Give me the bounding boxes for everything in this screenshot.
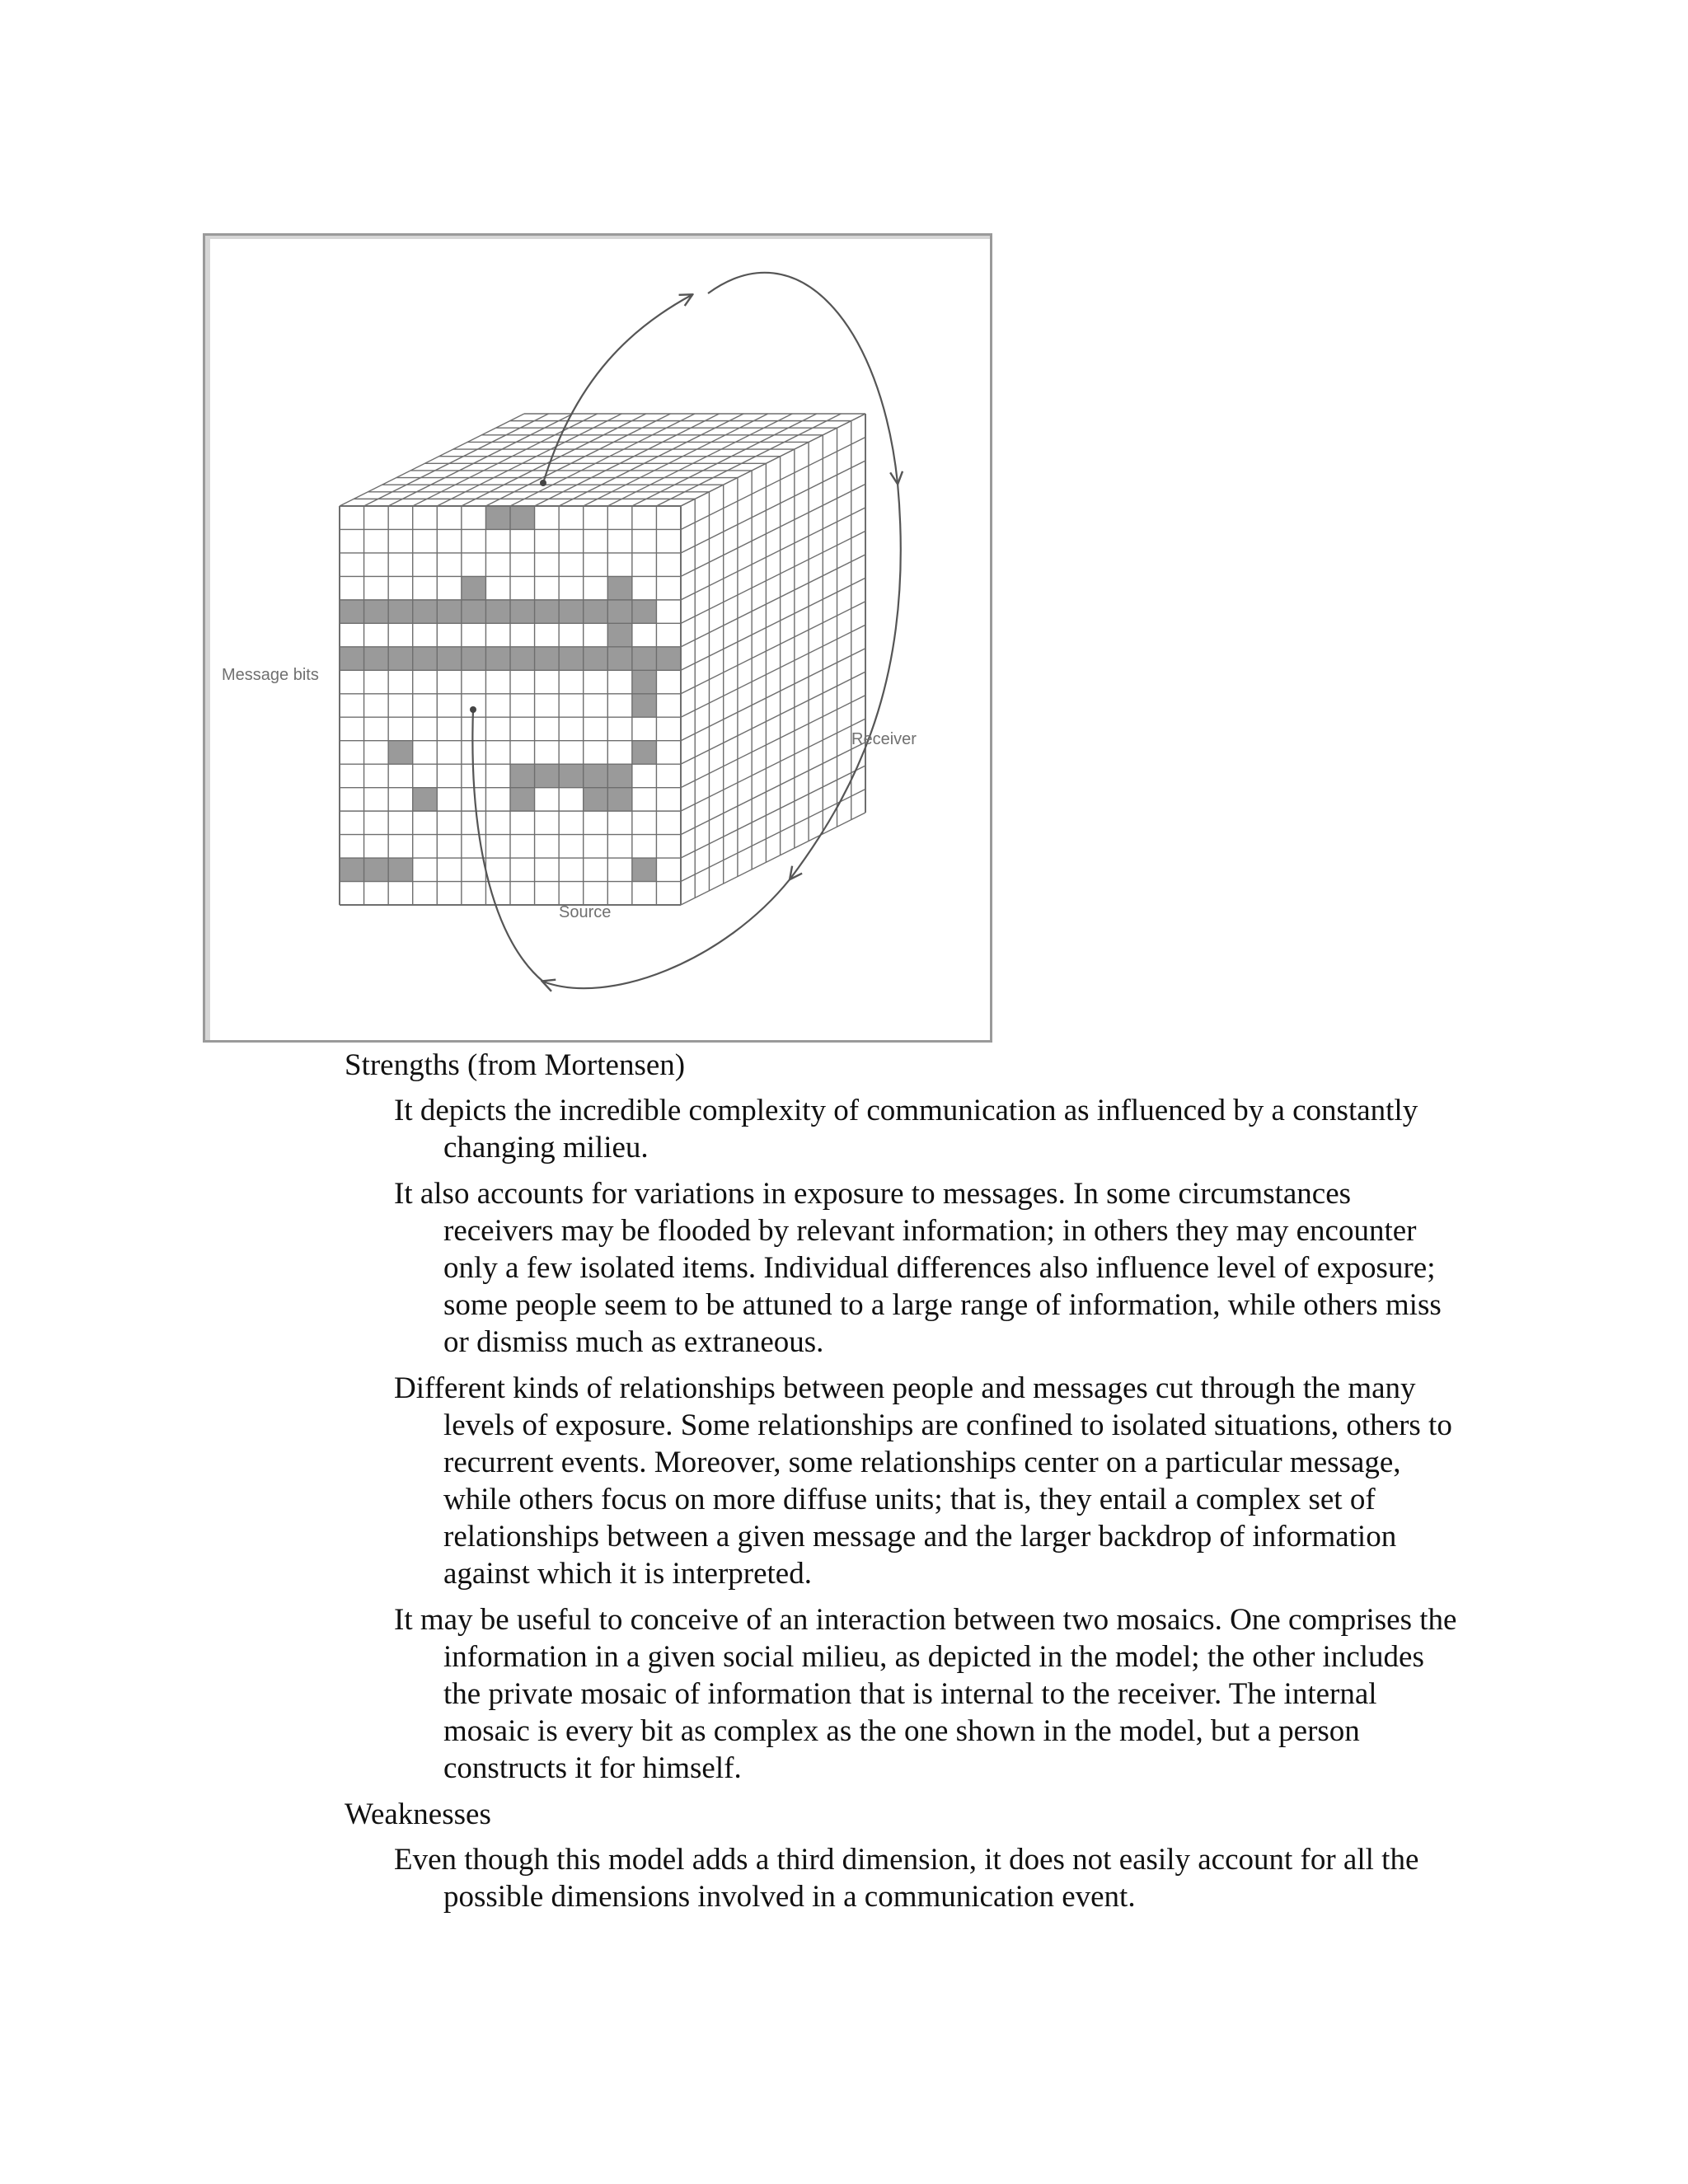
shaded-cell [340,600,364,623]
shaded-cell [632,647,657,670]
grid-line [681,531,865,623]
shaded-cell [607,623,632,646]
grid-line [681,743,865,835]
shaded-cell [584,600,608,623]
shaded-cell [584,764,608,787]
message-origin-dot [470,706,476,713]
grid-line [681,790,865,882]
shaded-cell [413,788,438,811]
shaded-cell [559,647,584,670]
source-to-top-arrow [543,295,692,483]
shaded-cell [413,600,438,623]
grid-line [681,719,865,811]
shaded-cell [535,600,560,623]
shaded-cell [584,788,608,811]
grid-line [681,508,865,600]
grid-line [681,555,865,647]
receiver-label: Receiver [851,730,917,748]
shaded-cell [607,764,632,787]
shaded-cell [559,600,584,623]
shaded-cell [364,647,389,670]
shaded-cell [340,858,364,881]
source-rising-line [472,710,543,982]
shaded-cell [632,600,657,623]
shaded-cell [485,506,510,529]
message-bits-label: Message bits [222,666,319,684]
shaded-cell [485,600,510,623]
top-origin-dot [540,480,546,486]
shaded-cell [510,764,535,787]
shaded-cell [535,764,560,787]
grid-line [681,813,865,905]
shaded-cell [632,741,657,764]
grid-line [681,625,865,717]
grid-line [681,437,865,529]
shaded-cell [510,647,535,670]
shaded-cell [485,647,510,670]
grid-line [681,461,865,553]
shaded-cell [437,647,462,670]
strength-paragraph-4: It may be useful to conceive of an interaction between two mosaics. One comprises the information in a given social milieu, as depicted in the model; the other includes the private mosaic of information that is internal to the receiver. The internal mosaic is every bit as complex as the one shown in the model, but a person constructs it for himself. [394,1603,1457,1785]
shaded-cell [462,647,486,670]
shaded-cell [632,858,657,881]
shaded-cell [388,600,413,623]
shaded-cell [388,647,413,670]
shaded-cell [607,576,632,599]
shaded-cell [364,600,389,623]
shaded-cell [632,670,657,693]
weaknesses-section [345,1796,1465,1915]
shaded-cell [632,694,657,717]
receiver-arc [790,483,901,879]
grid-line [681,602,865,694]
strengths-section [345,1047,1465,1787]
document-text [345,1047,1465,1924]
grid-line [681,672,865,764]
receiver-to-source-arrow [543,879,790,988]
strength-paragraph-2: It also accounts for variations in exposure to messages. In some circumstances receivers may be flooded by relevant information; in others they may encounter only a few isolated items. Individual differences also influence level of exposure; some people seem to be attuned to a large range of information, while others miss or dismiss much as extraneous. [394,1177,1442,1359]
shaded-cell [584,647,608,670]
shaded-cell [388,858,413,881]
shaded-cell [510,600,535,623]
shaded-cell [413,647,438,670]
shaded-cell [607,788,632,811]
mosaic-model-figure [203,233,992,1043]
top-to-receiver-arrow [708,273,898,483]
shaded-cell [462,576,486,599]
grid-line [681,578,865,670]
shaded-cell [535,647,560,670]
grid-line [681,766,865,858]
shaded-cell [607,600,632,623]
shaded-cell [656,647,681,670]
weakness-paragraph-1: Even though this model adds a third dimension, it does not easily account for all the possible dimensions involved in a communication event. [394,1843,1419,1914]
shaded-cell [388,741,413,764]
shaded-cell [607,647,632,670]
grid-line [681,696,865,788]
shaded-cell [340,647,364,670]
strength-paragraph-1: It depicts the incredible complexity of communication as influenced by a constantly changing milieu. [394,1094,1418,1165]
shaded-cell [437,600,462,623]
shaded-cell [510,506,535,529]
shaded-cell [462,600,486,623]
shaded-cell [510,788,535,811]
strength-paragraph-3: Different kinds of relationships between people and messages cut through the many levels of exposure. Some relationships are confined to isolated situations, others to recurrent events. Moreover, some relationships center on a particular message, while others focus on more diffuse units; that is, they entail a complex set of relationships between a given message and the larger backdrop of information against which it is interpreted. [394,1371,1452,1591]
source-label: Source [559,903,612,921]
weaknesses-heading: Weaknesses [345,1797,491,1831]
shaded-cell [364,858,389,881]
strengths-heading: Strengths (from Mortensen) [345,1048,686,1082]
shaded-cell [559,764,584,787]
grid-line [681,649,865,741]
grid-line [681,484,865,576]
